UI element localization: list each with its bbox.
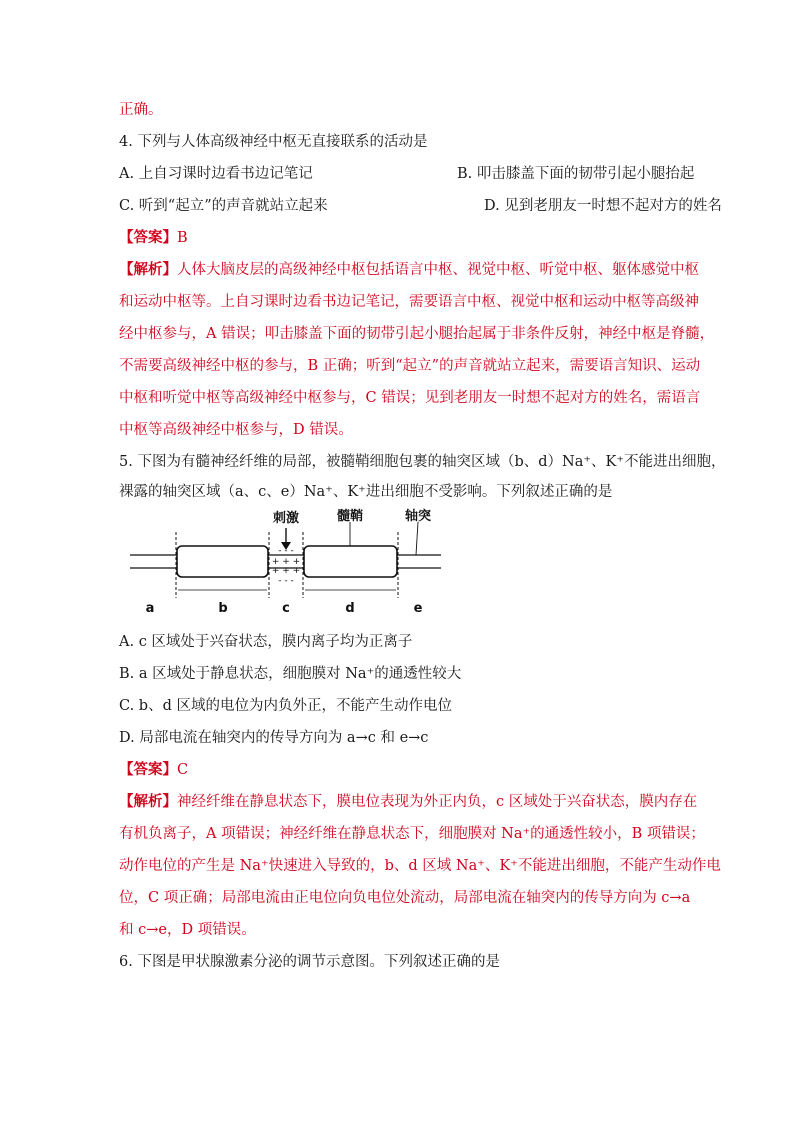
analysis-text: 人体大脑皮层的高级神经中枢包括语言中枢、视觉中枢、听觉中枢、躯体感觉中枢 xyxy=(177,262,699,278)
answer-value: B xyxy=(177,230,188,246)
q5-option-b: B. a 区域处于静息状态，细胞膜对 Na⁺的通透性较大 xyxy=(119,666,462,682)
q4-stem: 4. 下列与人体高级神经中枢无直接联系的活动是 xyxy=(119,134,428,150)
q4-answer xyxy=(119,228,188,248)
q5-stem-line2: 裸露的轴突区域（a、c、e）Na⁺、K⁺进出细胞不受影响。下列叙述正确的是 xyxy=(119,484,613,500)
region-b-label: b xyxy=(218,601,228,616)
q4-analysis-line: 和运动中枢等。上自习课时边看书边记笔记，需要语言中枢、视觉中枢和运动中枢等高级神 xyxy=(119,294,699,310)
q4-options-ab xyxy=(119,164,695,184)
q5-analysis-line xyxy=(119,792,697,812)
q5-analysis-line: 有机负离子，A 项错误；神经纤维在静息状态下，细胞膜对 Na⁺的通透性较小，B 项错误； xyxy=(119,826,705,842)
region-d-label: d xyxy=(345,601,355,616)
q4-options-cd xyxy=(119,196,722,216)
prev-analysis-end: 正确。 xyxy=(119,102,163,118)
q4-analysis-line: 经中枢参与，A 错误；叩击膝盖下面的韧带引起小腿抬起属于非条件反射，神经中枢是脊髓， xyxy=(119,326,715,342)
label-stimulus: 刺激 xyxy=(272,511,300,526)
analysis-text: 神经纤维在静息状态下，膜电位表现为外正内负，c 区域处于兴奋状态，膜内存在 xyxy=(177,794,698,810)
q4-option-c: C. 听到“起立”的声音就站立起来 xyxy=(119,198,328,214)
q6-stem: 6. 下图是甲状腺激素分泌的调节示意图。下列叙述正确的是 xyxy=(119,954,500,970)
inner-charges-row2: + + + xyxy=(271,566,301,576)
q4-analysis-line: 中枢和听觉中枢等高级神经中枢参与，C 错误；见到老朋友一时想不起对方的姓名，需语言 xyxy=(119,390,701,406)
outer-charges: - - - xyxy=(278,546,294,556)
q4-analysis-line: 中枢等高级神经中枢参与，D 错误。 xyxy=(119,422,353,438)
q5-option-c: C. b、d 区域的电位为内负外正，不能产生动作电位 xyxy=(119,698,452,714)
q4-option-b: B. 叩击膝盖下面的韧带引起小腿抬起 xyxy=(457,166,695,182)
q5-analysis-line: 和 c→e，D 项错误。 xyxy=(119,922,256,938)
q5-option-a: A. c 区域处于兴奋状态，膜内离子均为正离子 xyxy=(119,634,413,650)
label-myelin: 髓鞘 xyxy=(336,509,364,524)
analysis-tag: 【解析】 xyxy=(119,793,177,810)
outer-charges-bottom: - - - xyxy=(278,576,294,586)
q4-analysis-line xyxy=(119,260,699,280)
label-axon: 轴突 xyxy=(404,509,432,524)
answer-tag: 【答案】 xyxy=(119,229,177,246)
q4-option-d: D. 见到老朋友一时想不起对方的姓名 xyxy=(484,198,722,214)
q4-analysis-line: 不需要高级神经中枢的参与，B 正确；听到“起立”的声音就站立起来，需要语言知识、运动 xyxy=(119,358,701,374)
answer-value: C xyxy=(177,762,189,778)
q5-option-d: D. 局部电流在轴突内的传导方向为 a→c 和 e→c xyxy=(119,730,429,746)
analysis-tag: 【解析】 xyxy=(119,261,177,278)
region-e-label: e xyxy=(413,601,423,616)
q5-answer xyxy=(119,760,188,780)
q5-analysis-line: 动作电位的产生是 Na⁺快速进入导致的，b、d 区域 Na⁺、K⁺不能进出细胞，不能产生动作电 xyxy=(119,858,721,874)
q5-analysis-line: 位，C 项正确；局部电流由正电位向负电位处流动，局部电流在轴突内的传导方向为 c→a xyxy=(119,890,691,906)
myelinated-fiber-diagram xyxy=(128,508,443,618)
region-a-label: a xyxy=(145,601,155,616)
answer-tag: 【答案】 xyxy=(119,761,177,778)
q4-option-a: A. 上自习课时边看书边记笔记 xyxy=(119,166,313,182)
region-c-label: c xyxy=(282,601,290,616)
q5-stem-line1: 5. 下图为有髓神经纤维的局部，被髓鞘细胞包裹的轴突区域（b、d）Na⁺、K⁺不能进出细胞， xyxy=(119,454,726,470)
inner-charges-row1: + + + xyxy=(271,557,301,567)
